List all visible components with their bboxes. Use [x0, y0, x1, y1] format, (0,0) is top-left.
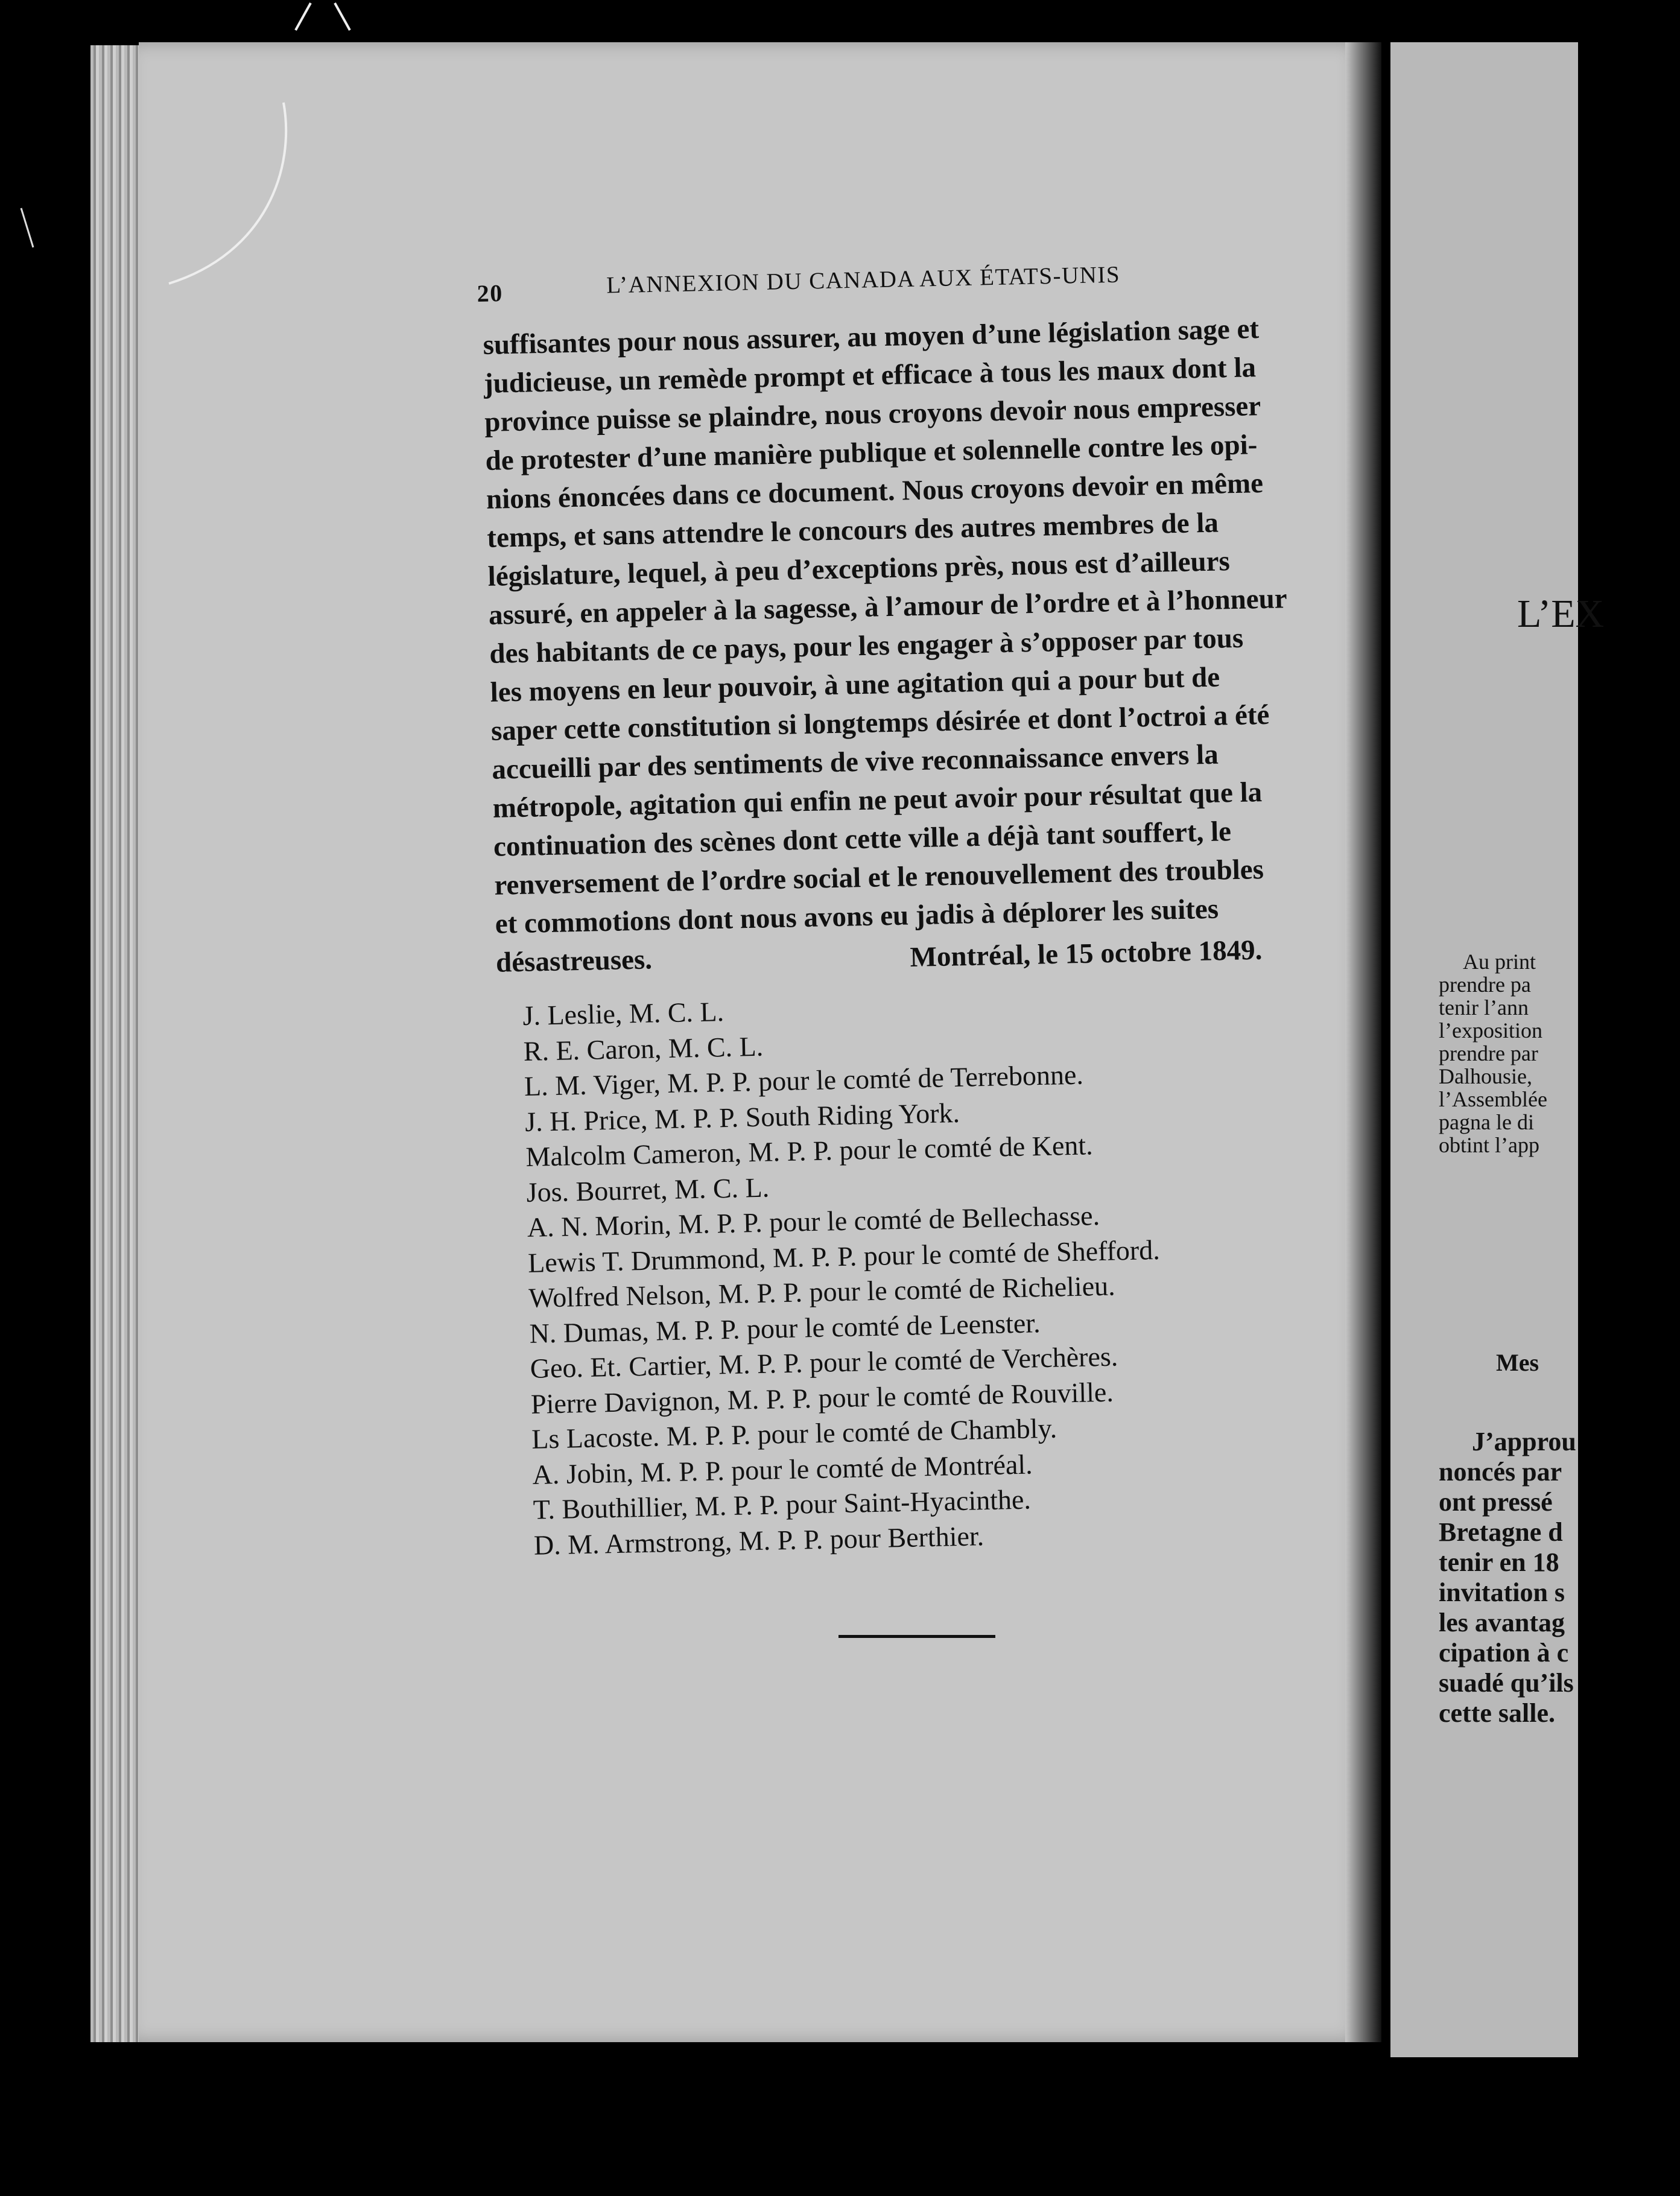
running-head-title: L’ANNEXION DU CANADA AUX ÉTATS-UNIS: [606, 261, 1121, 299]
body-line: nions énoncées dans ce document. Nous croyons devoir en même: [486, 467, 1264, 515]
body-line: judicieuse, un remède prompt et efficace à tous les maux dont la: [483, 352, 1257, 399]
text-fragment: prendre pa: [1439, 973, 1531, 997]
signatory-list: [522, 983, 1288, 1563]
text-fragment: Au print: [1463, 950, 1536, 974]
right-page-letter: [1439, 1427, 1576, 1728]
scan-scratch-mark: [15, 205, 39, 253]
closing-rule: [838, 1635, 995, 1638]
body-line: province puisse se plaindre, nous croyons devoir nous empresser: [484, 390, 1261, 438]
body-line: accueilli par des sentiments de vive reconnaissance envers la: [491, 738, 1219, 785]
text-fragment: invitation s: [1439, 1578, 1565, 1607]
text-fragment: cette salle.: [1439, 1698, 1555, 1728]
body-paragraph: [483, 309, 1304, 982]
body-line: désastreuses.: [495, 944, 653, 979]
signatory: R. E. Caron, M. C. L.: [523, 1030, 764, 1067]
text-fragment: les avantag: [1439, 1608, 1565, 1637]
text-fragment: obtint l’app: [1439, 1133, 1539, 1157]
signatory: Pierre Davignon, M. P. P. pour le comté de Rouville.: [530, 1376, 1114, 1420]
body-line: législature, lequel, à peu d’exceptions près, nous est d’ailleurs: [487, 545, 1231, 592]
text-fragment: Bretagne d: [1439, 1517, 1563, 1547]
right-page-paragraph: [1439, 950, 1680, 1157]
signatory: Lewis T. Drummond, M. P. P. pour le comté de Shefford.: [527, 1234, 1161, 1278]
body-line: les moyens en leur pouvoir, à une agitation qui a pour but de: [490, 661, 1220, 708]
signatory: A. N. Morin, M. P. P. pour le comté de Bellechasse.: [527, 1200, 1100, 1243]
body-line: assuré, en appeler à la sagesse, à l’amour de l’ordre et à l’honneur: [488, 583, 1288, 631]
body-line: temps, et sans attendre le concours des autres membres de la: [486, 507, 1219, 554]
body-line: des habitants de ce pays, pour les engager à s’opposer par tous: [489, 622, 1244, 670]
signatory: T. Bouthillier, M. P. P. pour Saint-Hyacinthe.: [533, 1484, 1032, 1525]
signatory: Geo. Et. Cartier, M. P. P. pour le comté de Verchères.: [530, 1341, 1118, 1384]
text-fragment: Dalhousie,: [1439, 1064, 1532, 1088]
scan-scratch-mark: [157, 97, 314, 290]
text-fragment: noncés par: [1439, 1457, 1562, 1487]
body-line: continuation des scènes dont cette ville a déjà tant souffert, le: [493, 816, 1232, 863]
text-fragment: prendre par: [1439, 1041, 1538, 1065]
page-edge-stack: [90, 45, 145, 2042]
page-number: 20: [477, 279, 504, 307]
signatory: J. Leslie, M. C. L.: [522, 996, 724, 1031]
signatory: A. Jobin, M. P. P. pour le comté de Montréal.: [531, 1448, 1033, 1490]
signatory: J. H. Price, M. P. P. South Riding York.: [524, 1097, 960, 1137]
text-fragment: J’approu: [1472, 1427, 1576, 1456]
body-line: métropole, agitation qui enfin ne peut avoir pour résultat que la: [492, 776, 1263, 824]
right-page-title-fragment: L’EX: [1517, 592, 1605, 636]
body-line: de protester d’une manière publique et solennelle contre les opi-: [485, 429, 1258, 477]
signatory: Ls Lacoste. M. P. P. pour le comté de Chambly.: [531, 1412, 1057, 1455]
right-page-heading-fragment: Mes: [1496, 1349, 1539, 1376]
date-line: Montréal, le 15 octobre 1849.: [910, 934, 1263, 973]
text-fragment: ont pressé: [1439, 1487, 1553, 1517]
text-fragment: pagna le di: [1439, 1110, 1534, 1134]
body-line: renversement de l’ordre social et le renouvellement des troubles: [493, 854, 1264, 901]
text-fragment: tenir l’ann: [1439, 995, 1529, 1020]
text-fragment: l’Assemblée: [1439, 1087, 1547, 1111]
signatory: N. Dumas, M. P. P. pour le comté de Leenster.: [529, 1307, 1041, 1349]
signatory: L. M. Viger, M. P. P. pour le comté de Terrebonne.: [524, 1059, 1084, 1102]
scan-scratch-mark: [290, 0, 356, 36]
signatory: Malcolm Cameron, M. P. P. pour le comté de Kent.: [525, 1129, 1094, 1172]
right-page: [1390, 42, 1605, 2057]
body-line: saper cette constitution si longtemps désirée et dont l’octroi a été: [490, 699, 1270, 747]
text-fragment: l’exposition: [1439, 1018, 1542, 1042]
signatory: Jos. Bourret, M. C. L.: [526, 1172, 770, 1208]
signatory: D. M. Armstrong, M. P. P. pour Berthier.: [533, 1520, 984, 1561]
signatory: Wolfred Nelson, M. P. P. pour le comté de Richelieu.: [528, 1270, 1116, 1313]
text-fragment: cipation à c: [1439, 1638, 1569, 1668]
text-fragment: suadé qu’ils: [1439, 1668, 1574, 1698]
body-line: suffisantes pour nous assurer, au moyen d’une législation sage et: [483, 313, 1260, 361]
body-line: et commotions dont nous avons eu jadis à déplorer les suites: [495, 893, 1219, 940]
text-fragment: tenir en 18: [1439, 1547, 1559, 1577]
book-gutter: [1345, 42, 1381, 2042]
